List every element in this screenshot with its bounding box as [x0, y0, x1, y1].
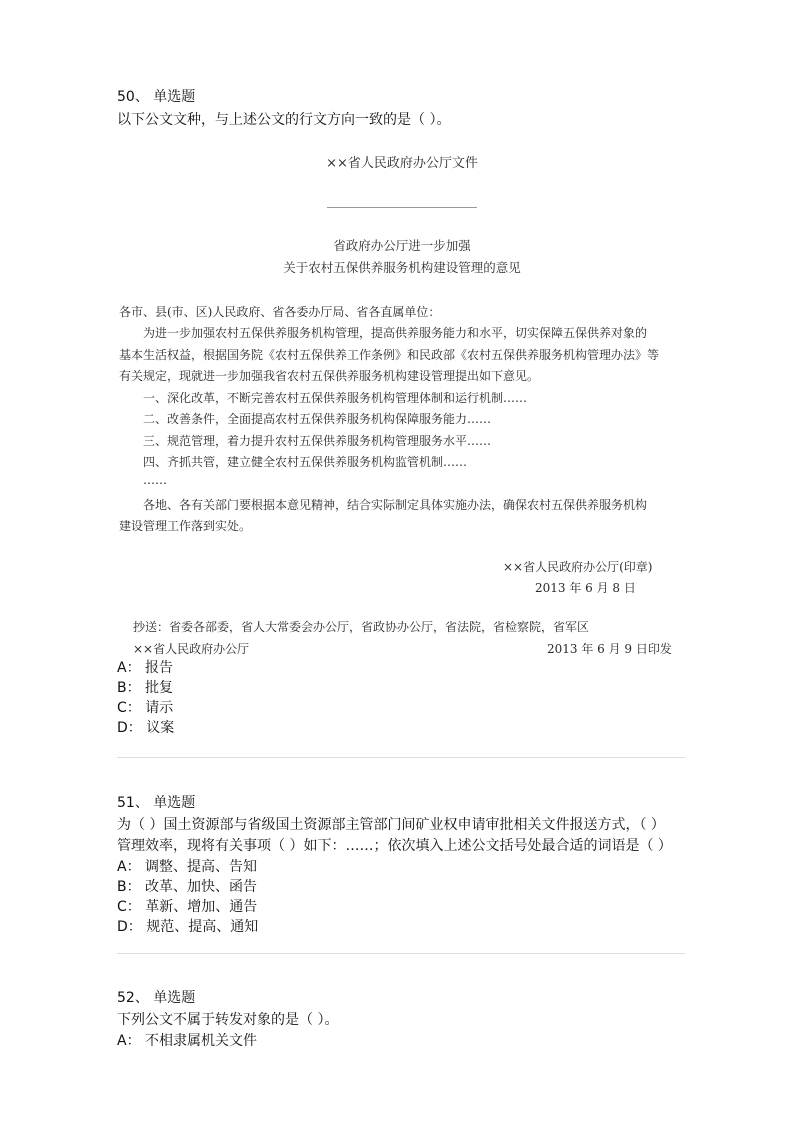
- question-50-options: [117, 658, 687, 738]
- option-a[interactable]: A： 不相隶属机关文件: [117, 1033, 258, 1049]
- question-stem: 下列公文不属于转发对象的是（ ）。: [117, 1012, 339, 1028]
- option-a[interactable]: A： 报告: [117, 660, 174, 676]
- doc-closing: 建设管理工作落到实处。: [119, 519, 252, 533]
- option-b[interactable]: B： 改革、加快、函告: [117, 879, 258, 895]
- doc-signature: ××省人民政府办公厅(印章): [503, 560, 653, 574]
- question-stem: 管理效率，现将有关事项（ ）如下：……；依次填入上述公文括号处最合适的词语是（ ）: [117, 838, 672, 854]
- option-c[interactable]: C： 请示: [117, 700, 174, 716]
- question-number: 52、 单选题: [117, 990, 196, 1006]
- doc-para: 基本生活权益，根据国务院《农村五保供养工作条例》和民政部《农村五保供养服务机构管理办法》等: [119, 348, 660, 362]
- doc-item: 三、规范管理，着力提升农村五保供养服务机构管理服务水平……: [143, 434, 492, 448]
- doc-ellipsis: ……: [143, 473, 167, 487]
- doc-closing: 各地、各有关部门要根据本意见精神，结合实际制定具体实施办法，确保农村五保供养服务机构: [143, 498, 648, 512]
- doc-title-line2: 关于农村五保供养服务机构建设管理的意见: [283, 260, 521, 275]
- option-b[interactable]: B： 批复: [117, 680, 174, 696]
- doc-item: 二、改善条件，全面提高农村五保供养服务机构保障服务能力……: [143, 412, 492, 426]
- option-c[interactable]: C： 革新、增加、通告: [117, 899, 258, 915]
- question-52: [117, 988, 687, 1051]
- doc-para: 为进一步加强农村五保供养服务机构管理，提高供养服务能力和水平，切实保障五保供养对象的: [143, 326, 648, 340]
- question-divider: [117, 953, 685, 954]
- question-stem: 以下公文文种，与上述公文的行文方向一致的是（ ）。: [117, 112, 451, 128]
- question-number: 51、 单选题: [117, 795, 196, 811]
- doc-header: ××省人民政府办公厅文件: [326, 156, 478, 171]
- option-d[interactable]: D： 规范、提高、通知: [117, 919, 259, 935]
- doc-issuer: ××省人民政府办公厅: [133, 642, 250, 656]
- doc-item: 四、齐抓共管，建立健全农村五保供养服务机构监管机制……: [143, 455, 468, 469]
- option-d[interactable]: D： 议案: [117, 720, 175, 736]
- doc-para: 有关规定，现就进一步加强我省农村五保供养服务机构建设管理提出如下意见。: [119, 369, 540, 383]
- question-divider: [117, 757, 685, 758]
- doc-cc: 抄送：省委各部委，省人大常委会办公厅，省政协办公厅，省法院，省检察院，省军区: [133, 620, 590, 634]
- question-number: 50、 单选题: [117, 89, 196, 105]
- doc-divider: [327, 207, 477, 208]
- doc-date: 2013 年 6 月 8 日: [535, 581, 636, 595]
- question-stem: 为（ ）国土资源部与省级国土资源部主管部门间矿业权申请审批相关文件报送方式，（ ）: [117, 817, 665, 833]
- doc-title-line1: 省政府办公厅进一步加强: [333, 238, 471, 253]
- question-51: [117, 793, 687, 937]
- doc-item: 一、深化改革，不断完善农村五保供养服务机构管理体制和运行机制……: [143, 391, 528, 405]
- question-50: [117, 87, 687, 131]
- option-a[interactable]: A： 调整、提高、告知: [117, 859, 258, 875]
- scanned-document: [117, 140, 687, 660]
- doc-issue-date: 2013 年 6 月 9 日印发: [547, 642, 672, 656]
- doc-salutation: 各市、县(市、区)人民政府、省各委办厅局、省各直属单位：: [119, 305, 441, 319]
